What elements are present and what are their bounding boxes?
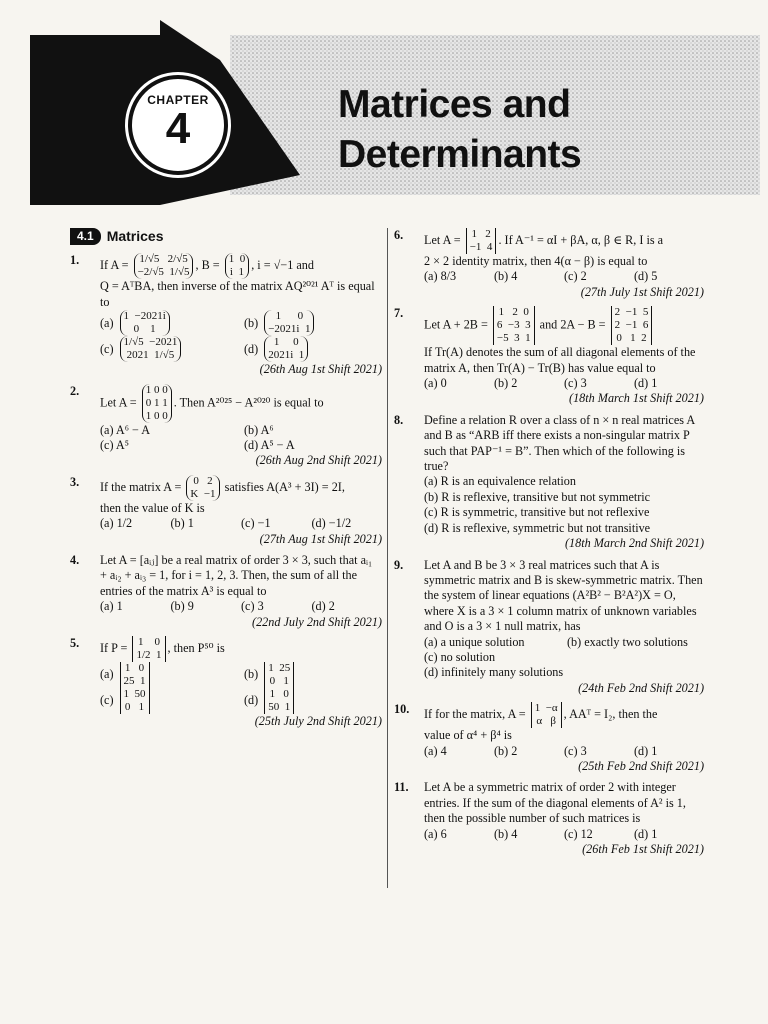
options [100,662,382,714]
question-number: 4. [70,553,80,568]
question-7 [394,306,704,407]
option-a: (a) 6 [424,826,447,841]
exam-source: (26th Aug 2nd Shift 2021) [255,453,382,468]
question-number: 9. [394,557,404,572]
matrix-2: 2 −1 5 2 −1 6 0 1 2 [611,306,653,345]
option-b: (b) 2 [494,743,518,758]
q1-mid: , B = [195,258,220,273]
question-5 [70,636,382,729]
q7-text: If Tr(A) denotes the sum of all diagonal elements of the matrix A, then Tr(A) − Tr(B) has value equal to [424,345,696,375]
options [100,516,382,531]
option-c: (c) 1/√5 −2021 2021 1/√5 [100,336,238,362]
section-number: 4.1 [70,228,101,245]
options [100,310,382,362]
question-4 [70,553,382,630]
option-d: (d) −1/2 [311,516,352,531]
option-b: (b) 4 [494,269,518,284]
chapter-title-line1: Matrices and [338,83,571,126]
question-11 [394,780,704,857]
q3-text: then the value of K is [100,500,205,515]
matrix-p: 1 0 1/2 1 [132,636,165,662]
question-number: 8. [394,412,404,427]
question-number: 5. [70,636,80,651]
option-d: (d) 1 [634,826,658,841]
q10-text: value of α⁴ + β⁴ is [424,728,512,743]
exam-source: (18th March 1st Shift 2021) [569,391,704,406]
q6-pre: Let A = [424,232,461,247]
exam-source: (27th Aug 1st Shift 2021) [259,531,382,546]
option-a: (a) 4 [424,743,447,758]
question-6 [394,228,704,300]
q7-pre: Let A + 2B = [424,317,488,332]
exam-source: (25th Feb 2nd Shift 2021) [578,758,704,773]
exam-source: (18th March 2nd Shift 2021) [564,536,704,551]
exam-source: (26th Feb 1st Shift 2021) [582,842,704,856]
option-c: (c) 2 [564,269,587,284]
q1-post: , i = √−1 and [251,258,314,273]
q2-post: . Then A²⁰²⁵ − A²⁰²⁰ is equal to [173,394,324,409]
left-column [70,228,382,736]
option-d: (d) 1 [634,376,658,391]
q4-text: Let A = [aᵢⱼ] be a real matrix of order 3 × 3, such that aᵢ₁ + aᵢ₂ + aᵢ₃ = 1, for i = 1, 2, 3. Then, the sum of all the entries of the matrix A³ is equal to [100,553,373,598]
options [424,827,704,842]
question-8 [394,413,704,552]
question-10 [394,702,704,774]
options [424,635,704,650]
chapter-title-line2: Determinants [338,133,582,176]
section-title: Matrices [106,228,164,244]
exam-source: (27th July 1st Shift 2021) [580,284,704,299]
q6-post: . If A⁻¹ = αI + βA, α, β ∈ R, I is a [498,232,664,247]
options [100,423,382,454]
matrix-a: 1 0 0 0 1 1 1 0 0 [142,384,172,423]
exam-source: (22nd July 2nd Shift 2021) [252,614,382,629]
option-b: (b) exactly two solutions [567,634,688,649]
option-b: (b) 1 0 −2021i 1 [244,310,382,336]
option-d: (d) R is reflexive, symmetric but not transitive [424,520,651,535]
question-3 [70,475,382,547]
matrix-a: 1/√5 2/√5 −2/√5 1/√5 [134,253,194,279]
option-a: (a) 1 0 25 1 [100,662,238,688]
option-a: (a) 1/2 [100,516,133,531]
chapter-banner [0,0,768,225]
matrix-b: 1 0 i 1 [225,253,250,279]
option-c: (c) 1 50 0 1 [100,688,238,714]
q2-pre: Let A = [100,394,137,409]
question-9 [394,558,704,697]
option-a: (a) 8/3 [424,269,457,284]
options [424,744,704,759]
option-a: (a) a unique solution [424,634,525,649]
option-a: (a) 1 −2021i 0 1 [100,310,238,336]
option-c: (c) no solution [424,649,496,664]
q11-text: Let A be a symmetric matrix of order 2 with integer entries. If the sum of the diagonal elements of A² is 1, then the possible number of such matrices is [424,780,686,826]
exam-source: (25th July 2nd Shift 2021) [254,714,382,729]
matrix-a: 1 −α α β [531,702,562,728]
option-c: (c) 3 [241,599,264,614]
q1-text: Q = AᵀBA, then inverse of the matrix AQ²⁰²¹ Aᵀ is equal to [100,279,375,309]
q10-pre: If for the matrix, A = [424,706,526,721]
q8-text: Define a relation R over a class of n × n real matrices A and B as “ARB iff there exists a non-singular matrix P such that PAP⁻¹ = B”. Then which of the following is true? [424,412,695,474]
option-a: (a) R is an equivalence relation [424,474,576,489]
option-a: (a) 0 [424,376,447,391]
option-b: (b) 1 25 0 1 [244,662,382,688]
q3-post: satisfies A(A³ + 3I) = 2I, [224,479,345,494]
exam-source: (24th Feb 2nd Shift 2021) [578,680,704,695]
q7-mid: and 2A − B = [539,317,606,332]
matrix-a: 0 2 K −1 [186,475,219,501]
question-number: 6. [394,228,404,242]
option-d: (d) 2 [311,599,335,614]
option-d: (d) infinitely many solutions [424,665,564,680]
exam-source: (26th Aug 1st Shift 2021) [259,362,382,377]
q1-pre: If A = [100,258,129,273]
q5-pre: If P = [100,640,128,655]
option-c: (c) −1 [241,516,271,531]
option-c: (c) 3 [564,376,587,391]
option-d: (d) A⁵ − A [244,438,295,453]
options [424,376,704,391]
question-1 [70,253,382,377]
question-number: 2. [70,383,80,398]
option-b: (b) 2 [494,376,518,391]
option-d: (d) 1 0 2021i 1 [244,336,382,362]
option-d: (d) 5 [634,269,658,284]
option-c: (c) A⁵ [100,438,129,453]
matrix-1: 1 2 0 6 −3 3 −5 3 1 [493,306,535,345]
q10-post: , AAᵀ = I₂, then the [563,706,658,721]
question-number: 3. [70,474,80,489]
option-d: (d) 1 [634,743,658,758]
q9-text: Let A and B be 3 × 3 real matrices such that A is symmetric matrix and B is skew-symmetric matrix. Then the system of linear equations (A²B² − B²A²)X = O, where X is a 3 × 1 column matrix of unknown variables and O is a 3 × 1 null matrix, has [424,557,703,634]
chapter-badge [128,75,228,175]
option-b: (b) A⁶ [244,422,274,437]
question-2 [70,384,382,469]
chapter-title [338,80,581,180]
question-number: 11. [394,780,409,795]
option-a: (a) A⁶ − A [100,422,151,437]
section-heading [70,228,382,245]
column-divider [387,228,388,888]
q3-pre: If the matrix A = [100,479,182,494]
question-number: 7. [394,306,404,321]
question-number: 1. [70,253,80,268]
q6-text: 2 × 2 identity matrix, then 4(α − β) is equal to [424,254,648,268]
chapter-number: 4 [165,104,191,153]
options [100,599,382,614]
option-d: (d) 1 0 50 1 [244,688,382,714]
option-b: (b) 1 [170,516,194,531]
option-a: (a) 1 [100,599,123,614]
chapter-word: CHAPTER [147,93,209,107]
options [424,269,704,284]
question-number: 10. [394,702,410,717]
q5-post: , then P⁵⁰ is [167,640,225,655]
right-column [394,228,704,863]
option-b: (b) R is reflexive, transitive but not symmetric [424,489,651,504]
option-c: (c) 12 [564,826,593,841]
matrix-a: 1 2 −1 4 [466,228,497,254]
option-b: (b) 4 [494,826,518,841]
option-c: (c) R is symmetric, transitive but not reflexive [424,505,650,520]
option-b: (b) 9 [170,599,194,614]
option-c: (c) 3 [564,743,587,758]
